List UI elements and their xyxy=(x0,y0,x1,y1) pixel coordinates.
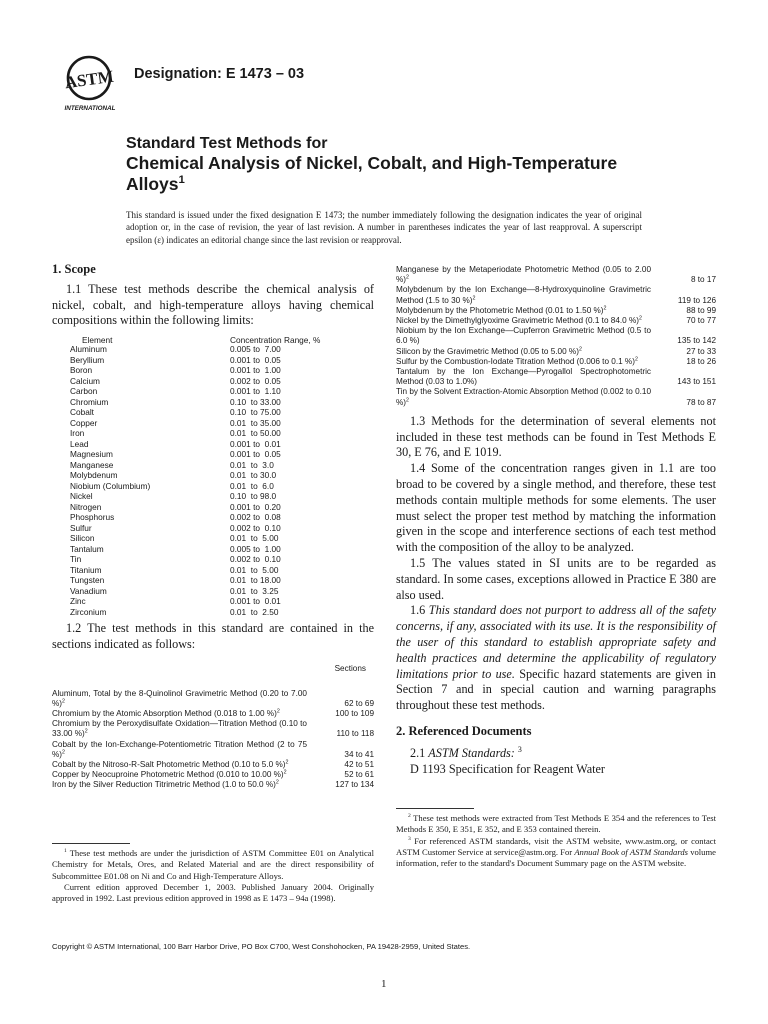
element-range: 0.01 to 35.00 xyxy=(230,417,281,428)
element-row xyxy=(52,544,374,555)
footnote-rule-left xyxy=(52,843,130,844)
footnote-1-mark: 1 xyxy=(64,848,67,855)
footnote-1 xyxy=(52,848,374,882)
sections-header: Sections xyxy=(334,663,366,673)
element-table-header xyxy=(52,333,374,344)
method-footnote-mark: 2 xyxy=(62,698,65,705)
element-range: 0.10 to 75.00 xyxy=(230,407,281,418)
method-footnote-mark: 2 xyxy=(603,305,607,312)
method-text: Chromium by the Atomic Absorption Method (0.018 to 1.00 %) xyxy=(52,708,277,718)
method-text: Silicon by the Gravimetric Method (0.05 to 5.00 %) xyxy=(396,346,579,356)
element-name: Tin xyxy=(70,554,82,565)
method-name xyxy=(52,760,307,770)
method-row xyxy=(52,780,374,790)
method-name xyxy=(396,387,651,407)
methods-list-left xyxy=(52,689,374,791)
element-row xyxy=(52,607,374,618)
footnote-rule-right xyxy=(396,808,474,809)
paragraph-1-3: 1.3 Methods for the determination of several elements not included in these test methods can be found in Test Methods E 30, E 76, and E 1019. xyxy=(396,413,716,460)
element-range: 0.01 to 3.25 xyxy=(230,585,279,596)
method-footnote-mark: 2 xyxy=(84,728,88,735)
method-text: Cobalt by the Ion-Exchange-Potentiometric Titration Method (2 to 75 %) xyxy=(52,739,307,759)
method-text: Cobalt by the Nitroso-R-Salt Photometric Method (0.10 to 5.0 %) xyxy=(52,760,286,769)
element-name: Calcium xyxy=(70,375,100,386)
element-row xyxy=(52,470,374,481)
footnotes-right xyxy=(396,813,716,869)
element-row xyxy=(52,355,374,366)
paragraph-1-1: 1.1 These test methods describe the chemical analysis of nickel, cobalt, and high-temperature alloys having chemical compositions within the following limits: xyxy=(52,281,374,328)
element-row xyxy=(52,344,374,355)
reference-d1193: D 1193 Specification for Reagent Water xyxy=(410,761,605,776)
method-footnote-mark: 2 xyxy=(285,759,289,766)
method-text: Manganese by the Metaperiodate Photometric Method (0.05 to 2.00 %) xyxy=(396,265,651,285)
element-name: Magnesium xyxy=(70,449,113,460)
method-text: Molybdenum by the Ion Exchange—8-Hydroxyquinoline Gravimetric Method (1.5 to 30 %) xyxy=(396,285,651,305)
element-row xyxy=(52,491,374,502)
method-footnote-mark: 2 xyxy=(406,396,409,403)
method-name xyxy=(396,326,651,346)
issue-note: This standard is issued under the fixed designation E 1473; the number immediately following the designation indicates the year of original adoption or, in the case of revision, the year of last revision. A number in parentheses indicates the year of last reapproval. A superscript epsilon (ε) indicates an editorial change since the last revision or reapproval. xyxy=(126,210,642,245)
method-sections: 70 to 77 xyxy=(686,316,716,326)
method-footnote-mark: 2 xyxy=(283,769,287,776)
element-range: 0.10 to 98.0 xyxy=(230,491,277,502)
element-name: Iron xyxy=(70,428,85,439)
element-row xyxy=(52,481,374,492)
footnote-1-edition: Current edition approved December 1, 2003. Published January 2004. Originally approved in 1992. Last previous edition approved in 1998 as E 1473 – 94a (1998). xyxy=(52,881,374,904)
method-sections: 52 to 61 xyxy=(344,770,374,780)
element-range: 0.01 to 2.50 xyxy=(230,606,279,617)
element-name: Tungsten xyxy=(70,575,105,586)
element-range: 0.001 to 0.01 xyxy=(230,438,281,449)
element-range: 0.01 to 3.0 xyxy=(230,459,274,470)
method-row xyxy=(396,357,716,367)
method-sections: 100 to 109 xyxy=(335,708,374,718)
element-row xyxy=(52,502,374,513)
element-range: 0.005 to 1.00 xyxy=(230,543,281,554)
element-range: 0.001 to 1.00 xyxy=(230,365,281,376)
element-name: Beryllium xyxy=(70,354,105,365)
element-row xyxy=(52,386,374,397)
title-line-3-text: Alloys xyxy=(126,174,179,194)
element-row xyxy=(52,439,374,450)
paragraph-1-4: 1.4 Some of the concentration ranges given in 1.1 are too broad to be covered by a single method, and therefore, these test methods contain multiple methods for some elements. The user must select the proper test method by matching the information given in the scope and interference sections of each test method with the composition of the alloy to be analyzed. xyxy=(396,461,716,555)
right-column xyxy=(396,265,716,777)
method-row xyxy=(52,770,374,780)
footnote-1-text: These test methods are under the jurisdiction of ASTM Committee E01 on Analytical Chemistry for Metals, Ores, and Related Material and are the direct responsibility of Subcommittee E01.08 on Ni and Co and High-Temperature Alloys. xyxy=(52,848,374,881)
element-range: 0.001 to 0.01 xyxy=(230,596,281,607)
method-sections: 34 to 41 xyxy=(344,749,374,759)
element-name: Silicon xyxy=(70,533,95,544)
method-row xyxy=(52,740,374,760)
element-row xyxy=(52,533,374,544)
element-name: Zirconium xyxy=(70,606,107,617)
safety-statement: This standard does not purport to address all of the safety concerns, if any, associated with its use. It is the responsibility of the user of this standard to establish appropriate safety and health practices and determine the applicability of regulatory limitations prior to use. xyxy=(396,603,716,681)
method-text: Iron by the Silver Reduction Titrimetric Method (1.0 to 50.0 %) xyxy=(52,780,276,790)
method-row xyxy=(396,367,716,387)
method-text: Tantalum by the Ion Exchange—Pyrogallol Spectrophotometric Method (0.03 to 1.0%) xyxy=(396,367,651,387)
page-number: 1 xyxy=(381,978,387,990)
element-row xyxy=(52,554,374,565)
element-range: 0.002 to 0.05 xyxy=(230,375,281,386)
svg-text:INTERNATIONAL: INTERNATIONAL xyxy=(64,105,116,112)
element-name: Phosphorus xyxy=(70,512,115,523)
method-sections: 143 to 151 xyxy=(677,377,716,387)
paragraph-1-6 xyxy=(396,603,716,714)
method-sections: 135 to 142 xyxy=(677,336,716,346)
method-name xyxy=(396,265,651,285)
range-column-header: Concentration Range, % xyxy=(230,335,321,346)
element-name: Boron xyxy=(70,365,93,376)
scope-heading: 1. Scope xyxy=(52,262,96,276)
method-row xyxy=(52,719,374,739)
method-text: Tin by the Solvent Extraction-Atomic Absorption Method (0.002 to 0.10 %) xyxy=(396,387,652,407)
method-text: Molybdenum by the Photometric Method (0.01 to 1.50 %) xyxy=(396,305,604,315)
paragraph-2-1 xyxy=(396,746,716,762)
astm-logo xyxy=(60,52,122,114)
footnote-3-ref: 3 xyxy=(517,744,522,754)
element-name: Chromium xyxy=(70,396,109,407)
method-footnote-mark: 2 xyxy=(578,345,582,352)
method-sections: 110 to 118 xyxy=(336,729,374,739)
method-name xyxy=(52,709,307,719)
footnote-2 xyxy=(396,813,716,836)
method-sections: 78 to 87 xyxy=(686,397,716,407)
element-row xyxy=(52,376,374,387)
paragraph-2-1-number: 2.1 xyxy=(410,745,426,760)
method-sections: 27 to 33 xyxy=(686,346,716,356)
annual-book-title: Annual Book of ASTM Standards xyxy=(574,846,689,857)
element-row xyxy=(52,407,374,418)
method-row xyxy=(396,387,716,407)
element-range: 0.01 to 50.00 xyxy=(230,428,281,439)
method-sections: 127 to 134 xyxy=(335,780,374,790)
element-name: Copper xyxy=(70,417,98,428)
element-row xyxy=(52,565,374,576)
footnote-3-text-b: volume information, refer to the standard's Document Summary page on the ASTM website. xyxy=(396,846,716,869)
method-row xyxy=(52,709,374,719)
method-text: Sulfur by the Combustion-Iodate Titration Method (0.006 to 0.1 %) xyxy=(396,356,635,366)
element-row xyxy=(52,418,374,429)
paragraph-1-6-rest: Specific hazard statements are given in Section 7 and in special caution and warning paragraphs throughout these test methods. xyxy=(396,666,716,713)
element-name: Manganese xyxy=(70,459,114,470)
title-line-3 xyxy=(126,174,686,195)
method-sections: 42 to 51 xyxy=(344,760,374,769)
method-sections: 18 to 26 xyxy=(686,356,716,366)
method-name xyxy=(396,316,651,326)
method-name xyxy=(52,770,307,780)
element-name: Nickel xyxy=(70,491,93,502)
element-range: 0.001 to 0.05 xyxy=(230,449,281,460)
method-row xyxy=(52,689,374,709)
method-name xyxy=(52,719,307,739)
method-row xyxy=(396,347,716,357)
element-range: 0.001 to 0.20 xyxy=(230,501,281,512)
method-footnote-mark: 2 xyxy=(276,708,280,715)
method-sections: 119 to 126 xyxy=(677,295,716,305)
method-text: Copper by Neocuproine Photometric Method (0.010 to 10.00 %) xyxy=(52,770,284,780)
element-name: Carbon xyxy=(70,386,98,397)
element-range: 0.005 to 7.00 xyxy=(230,344,281,355)
element-name: Molybdenum xyxy=(70,470,118,481)
element-range: 0.002 to 0.08 xyxy=(230,512,281,523)
method-sections: 62 to 69 xyxy=(344,698,374,708)
element-row xyxy=(52,365,374,376)
element-row xyxy=(52,512,374,523)
element-range: 0.002 to 0.10 xyxy=(230,522,281,533)
element-range: 0.01 to 30.0 xyxy=(230,470,277,481)
element-table xyxy=(52,333,374,617)
method-name xyxy=(52,740,307,760)
method-text: Chromium by the Peroxydisulfate Oxidation—Titration Method (0.10 to 33.00 %) xyxy=(52,719,307,739)
method-row xyxy=(396,285,716,305)
element-name: Vanadium xyxy=(70,585,107,596)
element-row xyxy=(52,397,374,408)
paragraph-1-6-number: 1.6 xyxy=(410,603,426,618)
method-row xyxy=(396,265,716,285)
element-name: Cobalt xyxy=(70,407,94,418)
method-footnote-mark: 2 xyxy=(634,356,638,363)
footnote-3 xyxy=(396,836,716,870)
method-row xyxy=(396,326,716,346)
title-line-2: Chemical Analysis of Nickel, Cobalt, and High-Temperature xyxy=(126,153,618,173)
footnote-2-mark: 2 xyxy=(408,813,411,820)
left-column xyxy=(52,262,374,791)
method-name xyxy=(52,780,307,790)
method-row xyxy=(52,760,374,770)
element-name: Titanium xyxy=(70,564,102,575)
paragraph-1-5: 1.5 The values stated in SI units are to be regarded as standard. In some cases, exceptions allowed in Practice E 380 are also used. xyxy=(396,556,716,602)
method-footnote-mark: 2 xyxy=(275,779,279,786)
designation: Designation: E 1473 – 03 xyxy=(134,66,305,82)
method-text: Nickel by the Dimethylglyoxime Gravimetric Method (0.1 to 84.0 %) xyxy=(396,316,639,326)
document-title xyxy=(126,134,686,195)
method-text: Niobium by the Ion Exchange—Cupferron Gravimetric Method (0.5 to 6.0 %) xyxy=(396,326,651,346)
footnote-2-text: These test methods were extracted from Test Methods E 354 and the references to Test Methods E 350, E 351, E 352, and E 353 contained therein. xyxy=(396,813,716,835)
method-footnote-mark: 2 xyxy=(62,749,65,756)
method-row xyxy=(396,316,716,326)
element-row xyxy=(52,575,374,586)
element-range: 0.10 to 33.00 xyxy=(230,396,281,407)
footnote-3-text-a: For referenced ASTM standards, visit the ASTM website, www.astm.org, or contact ASTM Customer Service at service@astm.org. For xyxy=(396,835,716,857)
method-name xyxy=(396,357,651,367)
method-footnote-mark: 2 xyxy=(638,315,642,322)
method-name xyxy=(396,367,651,387)
footnote-3-mark: 3 xyxy=(408,835,411,842)
method-name xyxy=(396,285,651,305)
element-row xyxy=(52,428,374,439)
paragraph-1-2: 1.2 The test methods in this standard are contained in the sections indicated as follows: xyxy=(52,621,374,651)
element-row xyxy=(52,523,374,534)
method-footnote-mark: 2 xyxy=(406,274,409,281)
element-row xyxy=(52,449,374,460)
method-name xyxy=(396,347,651,357)
methods-list-right xyxy=(396,265,716,408)
astm-standards-label: ASTM Standards: xyxy=(428,745,515,760)
element-range: 0.01 to 18.00 xyxy=(230,575,281,586)
element-row xyxy=(52,586,374,597)
element-range: 0.002 to 0.10 xyxy=(230,554,281,565)
element-name: Zinc xyxy=(70,596,86,607)
svg-text:ASTM: ASTM xyxy=(63,66,115,93)
element-range: 0.01 to 5.00 xyxy=(230,564,279,575)
method-text: Aluminum, Total by the 8-Quinolinol Gravimetric Method (0.20 to 7.00 %) xyxy=(52,688,307,708)
element-column-header: Element xyxy=(82,335,113,346)
element-range: 0.001 to 0.05 xyxy=(230,354,281,365)
title-line-1: Standard Test Methods for xyxy=(126,135,328,152)
element-name: Tantalum xyxy=(70,543,104,554)
footnotes-left xyxy=(52,848,374,904)
method-sections: 88 to 99 xyxy=(686,305,716,315)
element-row xyxy=(52,596,374,607)
element-rows xyxy=(52,344,374,617)
element-name: Niobium (Columbium) xyxy=(70,480,151,491)
element-row xyxy=(52,460,374,471)
method-row xyxy=(396,306,716,316)
element-range: 0.001 to 1.10 xyxy=(230,386,281,397)
element-name: Sulfur xyxy=(70,522,92,533)
method-footnote-mark: 2 xyxy=(472,294,476,301)
element-name: Lead xyxy=(70,438,89,449)
method-name xyxy=(396,306,651,316)
method-name xyxy=(52,689,307,709)
title-footnote-mark: 1 xyxy=(178,174,185,187)
element-range: 0.01 to 6.0 xyxy=(230,480,274,491)
copyright: Copyright © ASTM International, 100 Barr Harbor Drive, PO Box C700, West Conshohocken, PA 19428-2959, United States. xyxy=(52,942,471,951)
element-range: 0.01 to 5.00 xyxy=(230,533,279,544)
element-name: Aluminum xyxy=(70,344,107,355)
method-sections: 8 to 17 xyxy=(690,275,716,285)
element-name: Nitrogen xyxy=(70,501,102,512)
references-heading: 2. Referenced Documents xyxy=(396,723,532,738)
